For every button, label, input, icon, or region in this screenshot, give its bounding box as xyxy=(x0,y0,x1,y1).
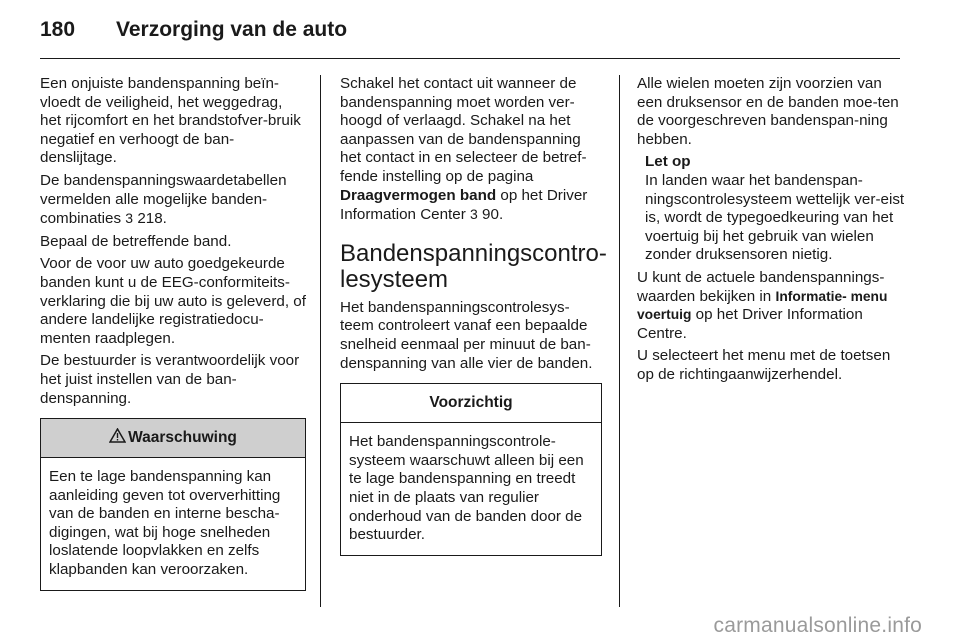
paragraph-text: op het Driver Information Centre. xyxy=(637,306,863,342)
column-2 xyxy=(340,75,607,556)
paragraph: Bepaal de betreffende band. xyxy=(40,232,232,250)
warning-triangle-icon xyxy=(109,428,126,449)
paragraph-text: op het Driver Information Center xyxy=(340,186,588,224)
paragraph: U selecteert het menu met de toetsen op de richtingaanwijzerhendel. xyxy=(637,347,891,383)
paragraph: Alle wielen moeten zijn voorzien van een druksensor en de banden moe-ten de voorgeschreven bandenspan-ning hebben. xyxy=(637,75,899,148)
menu-item-reference: Informatie- menu voertuig xyxy=(637,288,888,323)
column-3 xyxy=(637,75,905,389)
page-title: Verzorging van de auto xyxy=(116,18,348,41)
caution-box-header: Voorzichtig xyxy=(341,384,601,423)
page-header xyxy=(40,14,900,54)
page-ref-arrow-icon: 3 xyxy=(470,206,478,223)
note-block xyxy=(645,153,905,265)
header-rule xyxy=(40,58,900,59)
page-ref-arrow-icon: 3 xyxy=(125,210,134,227)
paragraph: Voor de voor uw auto goedgekeurde banden kunt u de EEG-conformiteits-verklaring die bij uw auto is geleverd, of andere landelijke registratiedocu-menten raadplegen. xyxy=(40,255,306,347)
paragraph-text: U kunt de actuele bandenspannings-waarden bekijken in xyxy=(637,268,885,305)
paragraph: Een onjuiste bandenspanning beïn-vloedt de veiligheid, het weggedrag, het rijcomfort en het brandstofver-bruik negatief en verhoogt de ban-denslijtage. xyxy=(40,75,301,167)
paragraph xyxy=(40,172,306,229)
caution-text: Het bandenspanningscontrole-systeem waarschuwt alleen bij een te lage bandenspanning en treedt niet in de plaats van regulier onderhoud van de banden door de bestuurder. xyxy=(349,433,584,544)
paragraph-text: De bandenspanningswaardetabellen vermelden alle mogelijke banden-combinaties xyxy=(40,171,287,228)
watermark: carmanualsonline.info xyxy=(713,614,922,637)
caution-box xyxy=(340,383,602,556)
page-number: 180 xyxy=(40,18,76,41)
page-ref-link[interactable]: 90. xyxy=(482,206,504,224)
page-ref-link[interactable]: 218. xyxy=(137,210,167,228)
column-1 xyxy=(40,75,306,591)
menu-item-reference: Draagvermogen band xyxy=(340,186,497,204)
column-divider xyxy=(320,75,321,607)
warning-box xyxy=(40,418,306,591)
paragraph-text: Schakel het contact uit wanneer de bandenspanning moet worden ver-hoogd of verlaagd. Schakel na het aanpassen van de bandenspanning het contact in en selecteer de betref-fende instelling op de pagina xyxy=(340,75,587,185)
warning-title: Waarschuwing xyxy=(128,428,237,446)
section-title: Bandenspanningscontro-lesysteem xyxy=(340,239,607,293)
note-text: In landen waar het bandenspan-ningscontrolesysteem wettelijk ver-eist is, wordt de typegoedkeuring van het voertuig bij het gebruik van wielen zonder druksensoren nietig. xyxy=(645,171,905,264)
warning-box-header xyxy=(41,419,305,458)
paragraph xyxy=(637,269,905,343)
column-divider xyxy=(619,75,620,607)
note-label: Let op xyxy=(645,153,691,171)
paragraph xyxy=(340,75,602,225)
paragraph: Het bandenspanningscontrolesys-teem controleert vanaf een bepaalde snelheid eenmaal per minuut de ban-denspanning van alle vier de banden. xyxy=(340,298,593,372)
warning-text: Een te lage bandenspanning kan aanleiding geven tot oververhitting van de banden en interne bescha-digingen, wat bij hoge snelheden loslatende loopvlakken en zelfs klapbanden kan veroorzaken. xyxy=(49,468,281,579)
paragraph: De bestuurder is verantwoordelijk voor het juist instellen van de ban-denspanning. xyxy=(40,352,300,407)
